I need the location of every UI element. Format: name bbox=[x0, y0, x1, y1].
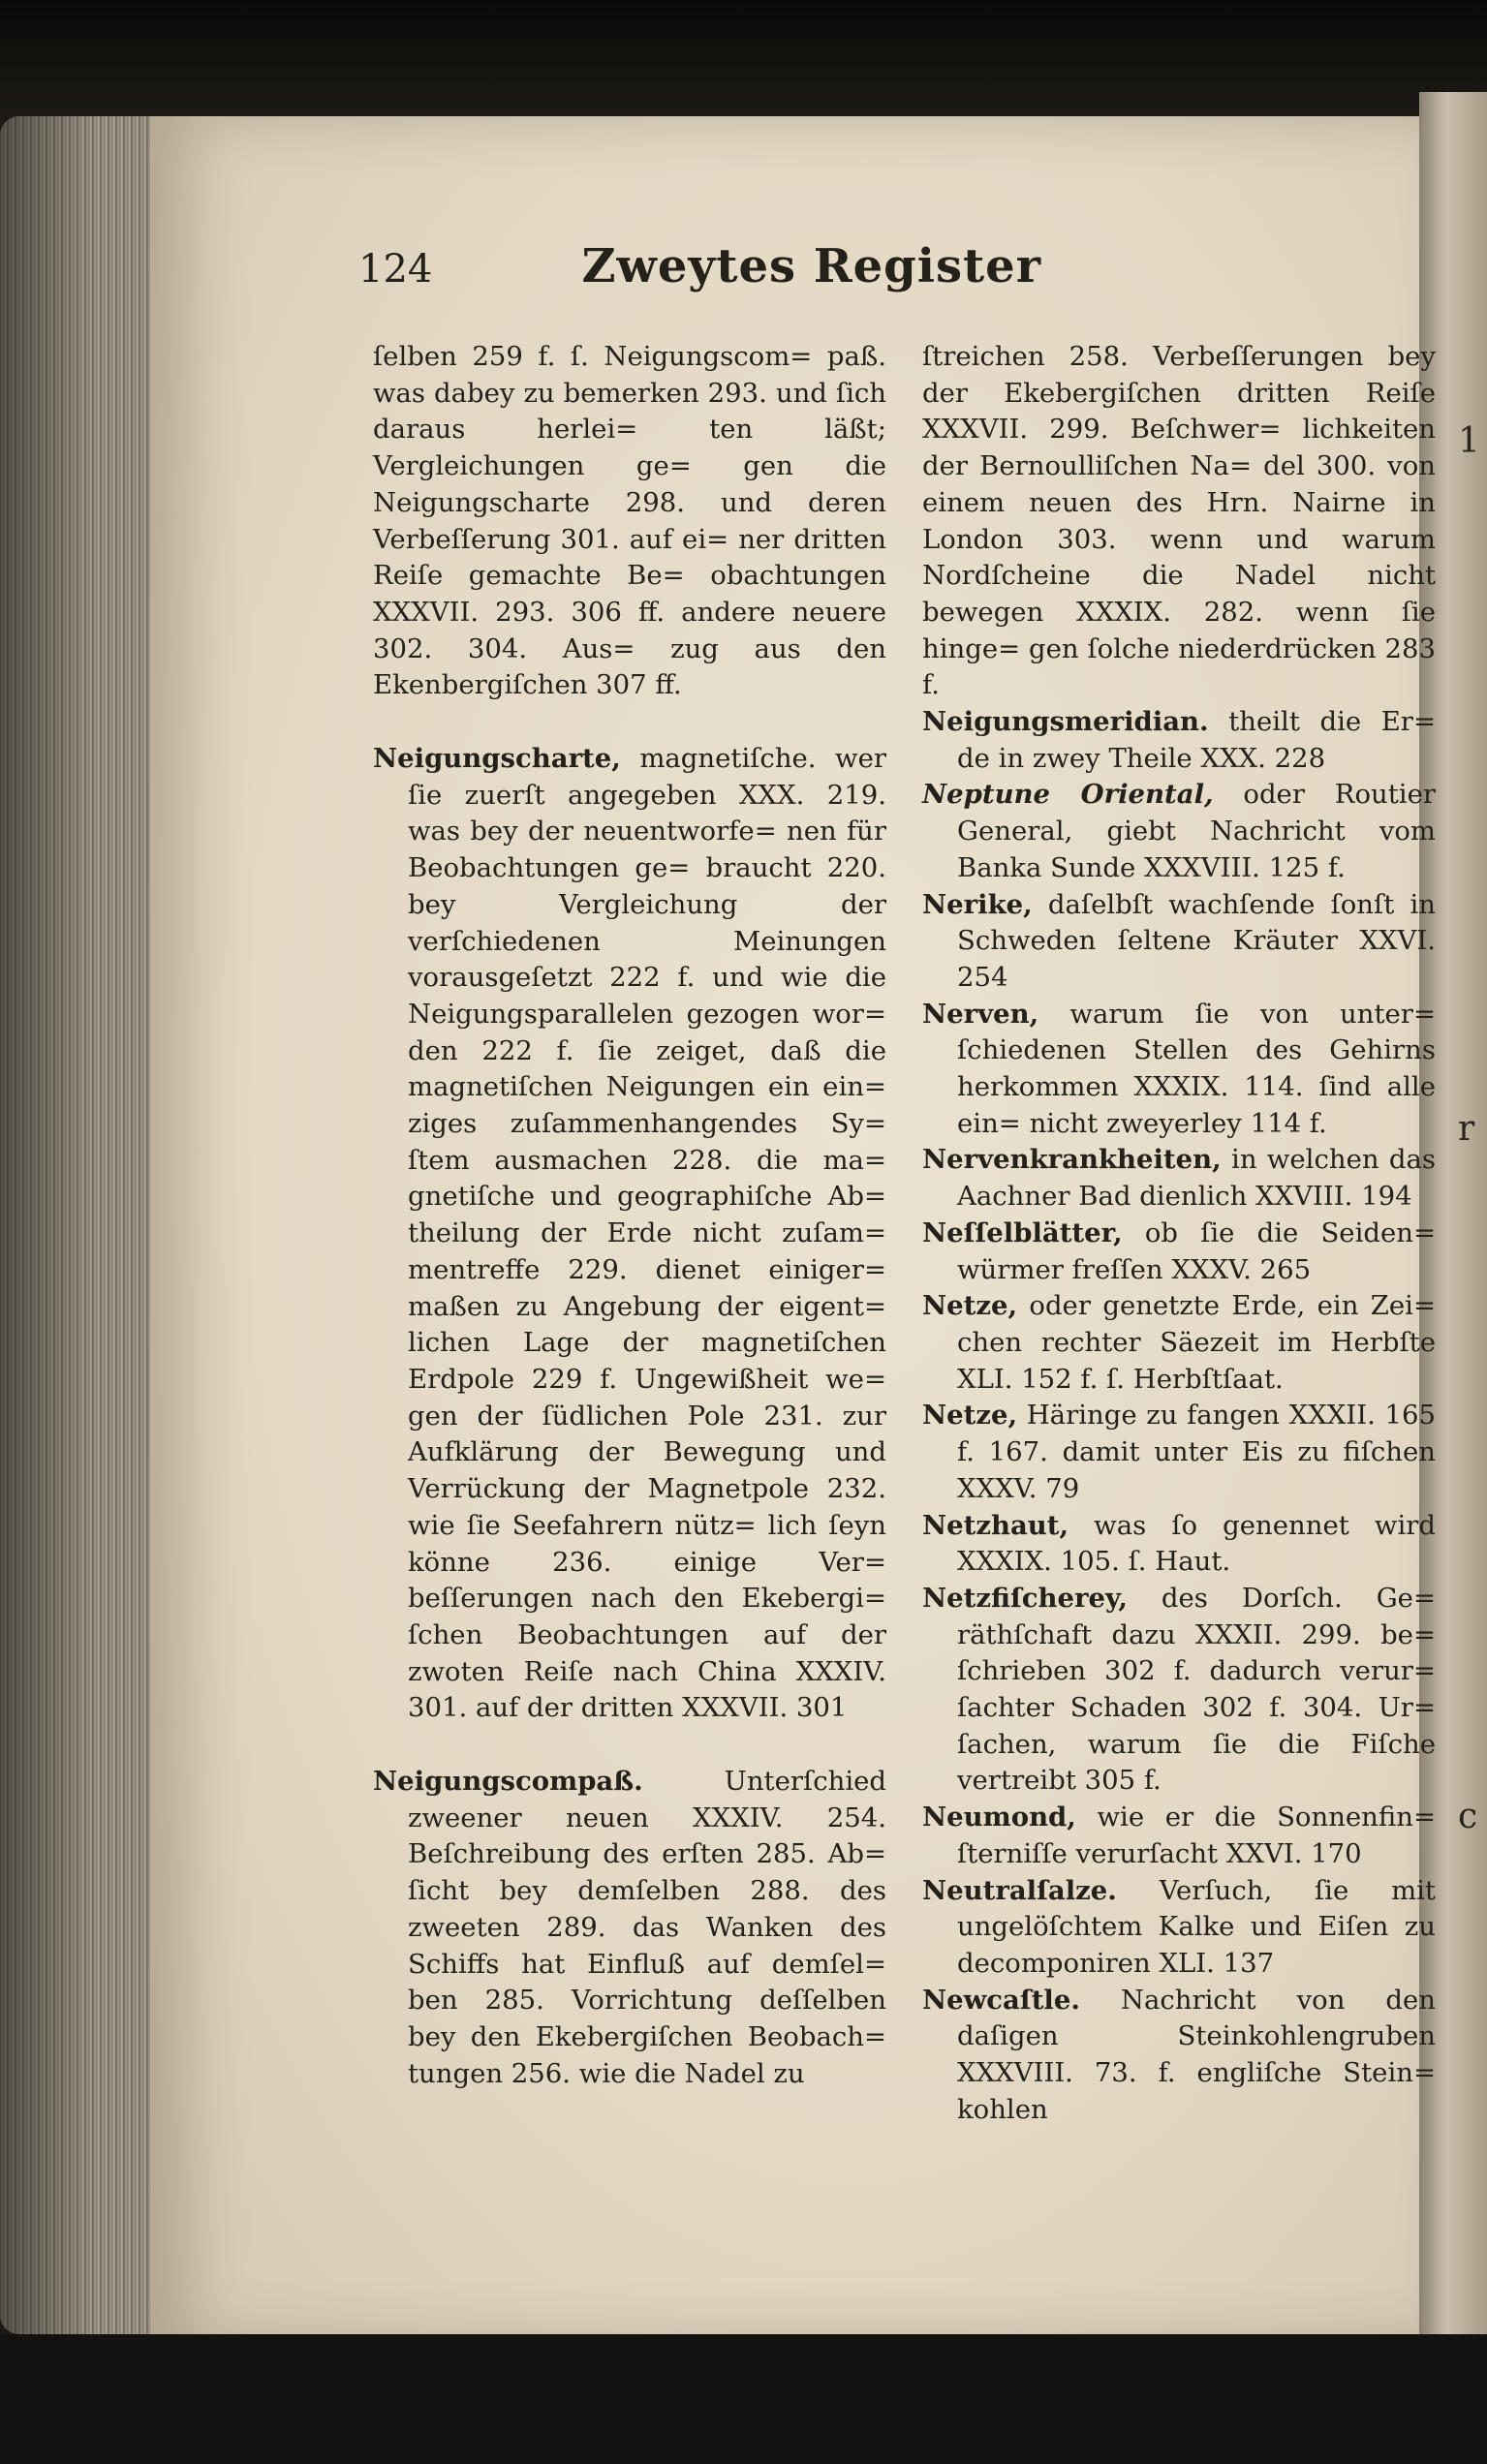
entry-headword: Nerike, bbox=[922, 888, 1033, 920]
entry-headword: Nervenkrankheiten, bbox=[922, 1144, 1222, 1176]
index-entry: Neptune Oriental, oder Routier General, giebt Nachricht vom Banka Sunde XXXVIII. 125 f. bbox=[922, 779, 1436, 883]
entry-headword: Neumond, bbox=[922, 1802, 1076, 1833]
index-entry: Nerven, warum ſie von unter= ſchiedenen Stellen des Gehirns herkommen XXXIX. 114. ſind alle ein= nicht zweyerley 114 f. bbox=[922, 998, 1436, 1139]
entry-headword: Neptune Oriental, bbox=[922, 779, 1214, 811]
entry-headword: Neigungscompaß. bbox=[373, 1766, 643, 1798]
entry-headword: Newcaſtle. bbox=[922, 1984, 1080, 2016]
background-table bbox=[0, 2334, 1487, 2464]
entry-headword: Neutralſalze. bbox=[922, 1874, 1117, 1906]
index-entry: Neigungscharte, magnetiſche. wer ſie zuerſt angegeben XXX. 219. was bey der neuentworfe= nen für Beobachtungen ge= braucht 220. bey Vergleichung der verſchiedenen Meinungen vorausgeſetzt 222 f. und wie die Neigungsparallelen gezogen wor= den 222 f. ſie zeiget, daß die magnetiſchen Neigungen ein ein= ziges zuſammenhangendes Sy= ſtem ausmachen 228. die ma= gnetiſche und geographiſche Ab= theilung der Erde nicht zuſam= mentreffe 229. dienet einiger= maßen zu Angebung der eigent= lichen Lage der magnetiſchen Erdpole 229 f. Ungewißheit we= gen der ſüdlichen Pole 231. zur Aufklärung der Bewegung und Verrückung der Magnetpole 232. wie ſie Seefahrern nütz= lich ſeyn könne 236. einige Ver= beſſerungen nach den Ekebergi= ſchen Beobachtungen auf der zwoten Reiſe nach China XXXIV. 301. auf der dritten XXXVII. 301 bbox=[373, 743, 886, 1724]
page-header bbox=[358, 239, 1041, 305]
index-entry: Neigungsmeridian. theilt die Er= de in zwey Theile XXX. 228 bbox=[922, 706, 1436, 774]
entry-headword: Nerven, bbox=[922, 998, 1039, 1030]
index-entry: Nerike, daſelbſt wachſende ſonſt in Schweden ſeltene Kräuter XXVI. 254 bbox=[922, 888, 1436, 993]
right-column bbox=[922, 339, 1436, 2128]
index-entry: Neutralſalze. Verſuch, ſie mit ungelöſchtem Kalke und Eiſen zu decomponiren XLI. 137 bbox=[922, 1874, 1436, 1979]
entry-headword: Netze, bbox=[922, 1400, 1018, 1432]
next-page-fragment: c bbox=[1458, 1797, 1478, 1836]
index-entry: ſtreichen 258. Verbeſſerungen bey der Ekebergiſchen dritten Reiſe XXXVII. 299. Beſchwer= lichkeiten der Bernoulliſchen Na= del 300. von einem neuen des Hrn. Nairne in London 303. wenn und warum Nordſcheine die Nadel nicht bewegen XXXIX. 282. wenn ſie hinge= gen ſolche niederdrücken 283 f. bbox=[922, 341, 1436, 701]
index-entry: Netzfiſcherey, des Dorſch. Ge= räthſchaft dazu XXXII. 299. be= ſchrieben 302 f. dadurch verur= ſachter Schaden 302 f. 304. Ur= ſachen, warum ſie die Fiſche vertreibt 305 f. bbox=[922, 1582, 1436, 1797]
index-entry: ſelben 259 f. ſ. Neigungscom= paß. was dabey zu bemerken 293. und ſich daraus herlei= ten läßt; Vergleichungen ge= gen die Neigungscharte 298. und deren Verbeſſerung 301. auf ei= ner dritten Reiſe gemachte Be= obachtungen XXXVII. 293. 306 ff. andere neuere 302. 304. Aus= zug aus den Ekenbergiſchen 307 ff. bbox=[373, 341, 886, 701]
index-entry: Neumond, wie er die Sonnenfin= ſterniſſe verurſacht XXVI. 170 bbox=[922, 1802, 1436, 1869]
index-entry: Nervenkrankheiten, in welchen das Aachner Bad dienlich XXVIII. 194 bbox=[922, 1144, 1436, 1213]
background-shadow bbox=[0, 0, 1487, 136]
entry-headword: Netzfiſcherey, bbox=[922, 1582, 1128, 1614]
index-entry: Newcaſtle. Nachricht von den daſigen Steinkohlengruben XXXVIII. 73. f. engliſche Stein= kohlen bbox=[922, 1984, 1436, 2125]
entry-headword: Netzhaut, bbox=[922, 1509, 1069, 1541]
left-column bbox=[373, 339, 886, 2092]
next-page-fragment: r bbox=[1458, 1109, 1475, 1149]
page-title: Zweytes Register bbox=[581, 239, 1041, 293]
index-entry: Netzhaut, was ſo genennet wird XXXIX. 105. ſ. Haut. bbox=[922, 1509, 1436, 1578]
index-entry: Neſſelblätter, ob ſie die Seiden= würmer freſſen XXXV. 265 bbox=[922, 1217, 1436, 1285]
entry-headword: Neigungsmeridian. bbox=[922, 706, 1209, 738]
next-page-fragment: 1 bbox=[1458, 421, 1480, 461]
entry-headword: Neſſelblätter, bbox=[922, 1217, 1123, 1248]
index-entry: Netze, oder genetzte Erde, ein Zei= chen rechter Säezeit im Herbſte XLI. 152 f. ſ. Herbſtſaat. bbox=[922, 1290, 1436, 1395]
entry-headword: Neigungscharte, bbox=[373, 743, 621, 775]
entry-headword: Netze, bbox=[922, 1290, 1018, 1322]
page-edges bbox=[0, 116, 160, 2334]
page-number: 124 bbox=[358, 247, 433, 292]
index-entry: Netze, Häringe zu fangen XXXII. 165 f. 167. damit unter Eis zu fiſchen XXXV. 79 bbox=[922, 1400, 1436, 1504]
index-entry: Neigungscompaß. Unterſchied zweener neuen XXXIV. 254. Beſchreibung des erſten 285. Ab= ſicht bey demſelben 288. des zweeten 289. das Wanken des Schiffs hat Einfluß auf demſel= ben 285. Vorrichtung deſſelben bey den Ekebergiſchen Beobach= tungen 256. wie die Nadel zu bbox=[373, 1766, 886, 2089]
